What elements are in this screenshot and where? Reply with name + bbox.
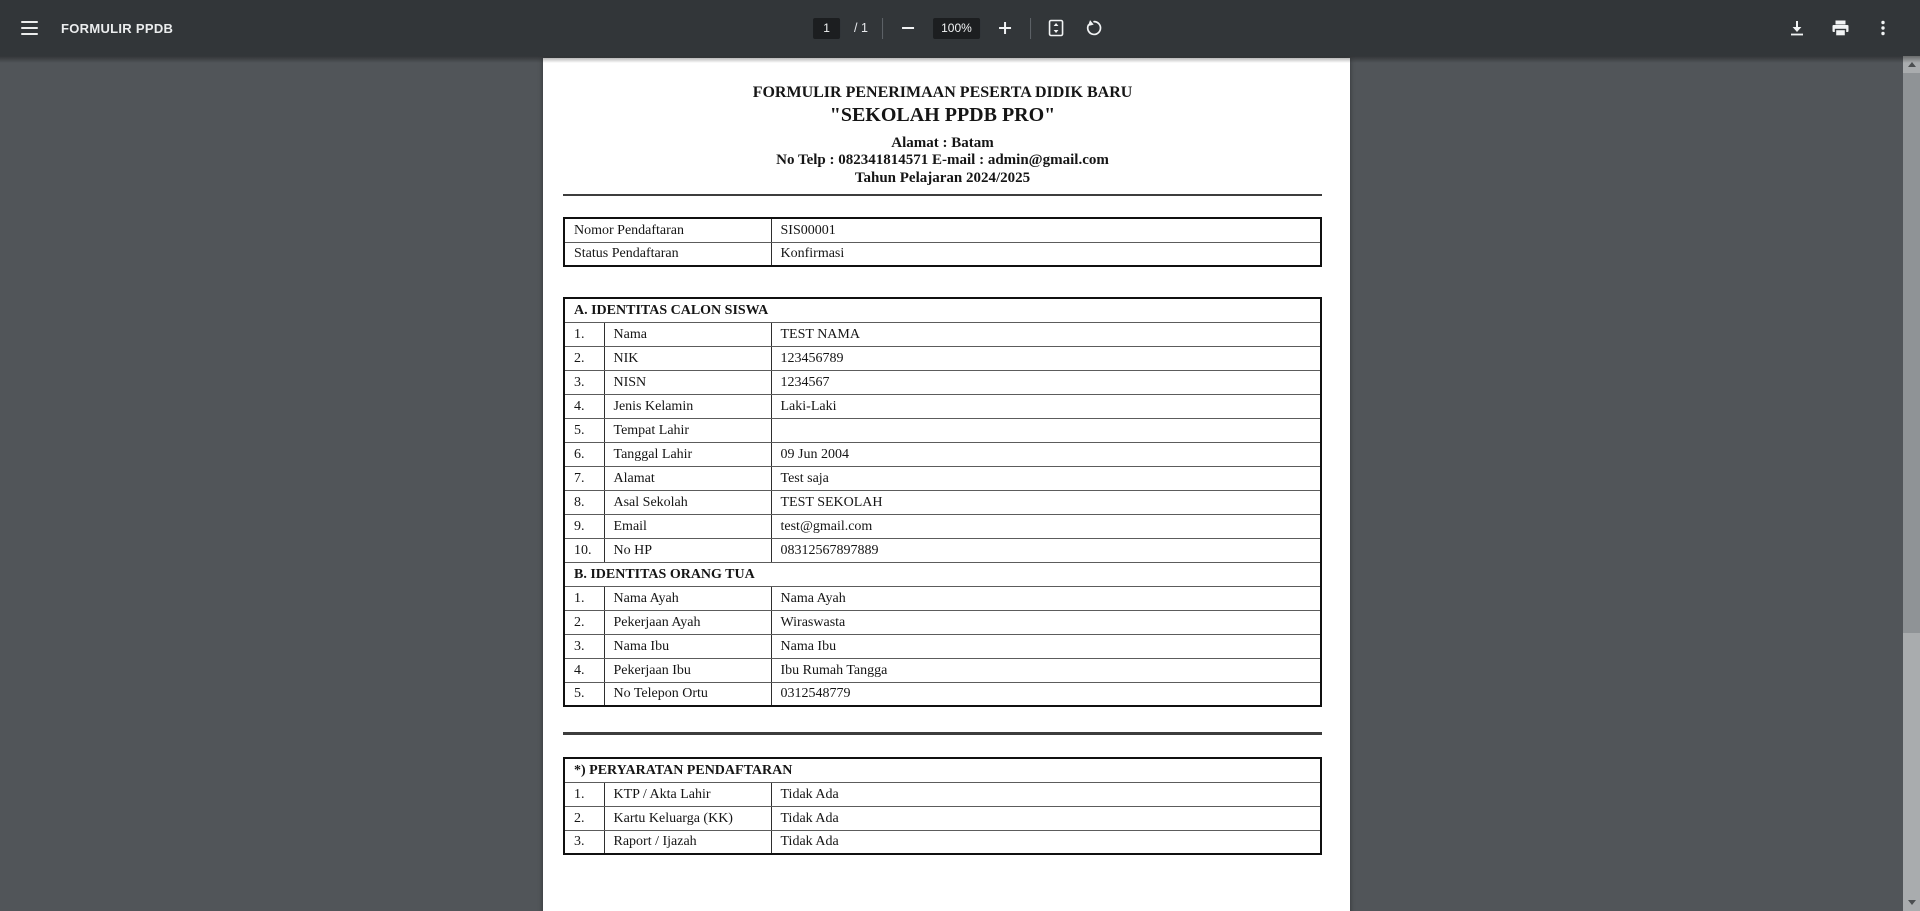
school-address: Alamat : Batam [891, 135, 994, 151]
triangle-down-icon [1908, 900, 1916, 905]
more-options-button[interactable] [1870, 15, 1896, 41]
vertical-scrollbar[interactable] [1903, 56, 1920, 911]
section-b-title: B. IDENTITAS ORANG TUA [564, 562, 1321, 586]
row-number: 3. [564, 634, 604, 658]
minus-icon [901, 21, 915, 35]
row-value: Tidak Ada [771, 830, 1321, 854]
table-row [564, 586, 1321, 610]
row-label: NIK [604, 346, 771, 370]
table-row [564, 490, 1321, 514]
row-label: No HP [604, 538, 771, 562]
row-number: 10. [564, 538, 604, 562]
row-number: 4. [564, 658, 604, 682]
row-value: Konfirmasi [771, 242, 1321, 266]
row-value: Test saja [771, 466, 1321, 490]
row-value: Tidak Ada [771, 806, 1321, 830]
table-row [564, 218, 1321, 242]
row-label: Pekerjaan Ibu [604, 658, 771, 682]
table-row [564, 466, 1321, 490]
row-label: No Telepon Ortu [604, 682, 771, 706]
row-value: Tidak Ada [771, 782, 1321, 806]
page-count-label: / 1 [854, 21, 868, 35]
row-number: 2. [564, 806, 604, 830]
row-label: Nama Ayah [604, 586, 771, 610]
school-contact: No Telp : 082341814571 E-mail : admin@gmail.com [776, 152, 1109, 168]
row-label: Asal Sekolah [604, 490, 771, 514]
menu-icon [21, 21, 38, 35]
page-number-input[interactable] [813, 18, 840, 39]
section-header-row [564, 562, 1321, 586]
row-value: TEST SEKOLAH [771, 490, 1321, 514]
row-number: 1. [564, 586, 604, 610]
row-label: Tempat Lahir [604, 418, 771, 442]
row-value: Nama Ibu [771, 634, 1321, 658]
table-row [564, 394, 1321, 418]
row-label: Pekerjaan Ayah [604, 610, 771, 634]
table-row [564, 658, 1321, 682]
zoom-out-button[interactable] [895, 15, 921, 41]
table-row [564, 370, 1321, 394]
section-a-title: A. IDENTITAS CALON SISWA [564, 298, 1321, 322]
row-value: Nama Ayah [771, 586, 1321, 610]
pdf-page [543, 58, 1350, 911]
pdf-viewer-toolbar [0, 0, 1920, 56]
row-number: 1. [564, 782, 604, 806]
print-button[interactable] [1827, 15, 1853, 41]
row-number: 1. [564, 322, 604, 346]
row-label: Nama [604, 322, 771, 346]
table-row [564, 514, 1321, 538]
requirements-title: *) PERYARATAN PENDAFTARAN [564, 758, 1321, 782]
form-title: FORMULIR PENERIMAAN PESERTA DIDIK BARU [752, 84, 1133, 101]
table-row [564, 806, 1321, 830]
row-value: TEST NAMA [771, 322, 1321, 346]
plus-icon [998, 21, 1012, 35]
table-row [564, 538, 1321, 562]
fit-page-icon [1047, 19, 1065, 37]
row-value: Laki-Laki [771, 394, 1321, 418]
row-value: Wiraswasta [771, 610, 1321, 634]
row-label: Alamat [604, 466, 771, 490]
table-row [564, 682, 1321, 706]
section-header-row [564, 298, 1321, 322]
row-value: SIS00001 [771, 218, 1321, 242]
row-label: Raport / Ijazah [604, 830, 771, 854]
row-number: 8. [564, 490, 604, 514]
row-number: 3. [564, 370, 604, 394]
download-icon [1788, 19, 1806, 37]
registration-table [563, 217, 1322, 267]
table-row [564, 634, 1321, 658]
section-divider [563, 732, 1322, 735]
row-value: 09 Jun 2004 [771, 442, 1321, 466]
row-label: Nama Ibu [604, 634, 771, 658]
row-number: 2. [564, 610, 604, 634]
section-header-row [564, 758, 1321, 782]
school-name: "SEKOLAH PPDB PRO" [829, 104, 1056, 126]
table-row [564, 830, 1321, 854]
fit-to-page-button[interactable] [1043, 15, 1069, 41]
toolbar-shadow [0, 56, 1920, 63]
form-header [563, 83, 1322, 187]
row-number: 9. [564, 514, 604, 538]
row-value [771, 418, 1321, 442]
row-value: 0312548779 [771, 682, 1321, 706]
school-year: Tahun Pelajaran 2024/2025 [854, 170, 1031, 186]
table-row [564, 610, 1321, 634]
kebab-menu-icon [1874, 19, 1892, 37]
document-canvas [0, 56, 1903, 911]
table-row [564, 346, 1321, 370]
zoom-in-button[interactable] [992, 15, 1018, 41]
row-value: test@gmail.com [771, 514, 1321, 538]
row-label: Jenis Kelamin [604, 394, 771, 418]
download-button[interactable] [1784, 15, 1810, 41]
table-row [564, 442, 1321, 466]
row-value: 1234567 [771, 370, 1321, 394]
row-value: Ibu Rumah Tangga [771, 658, 1321, 682]
menu-button[interactable] [13, 12, 45, 44]
rotate-ccw-icon [1085, 19, 1103, 37]
rotate-button[interactable] [1081, 15, 1107, 41]
identity-table [563, 297, 1322, 707]
row-number: 7. [564, 466, 604, 490]
row-value: 123456789 [771, 346, 1321, 370]
row-number: 5. [564, 418, 604, 442]
row-label: Kartu Keluarga (KK) [604, 806, 771, 830]
toolbar-divider [1030, 18, 1031, 39]
row-label: Tanggal Lahir [604, 442, 771, 466]
table-row [564, 242, 1321, 266]
row-number: 2. [564, 346, 604, 370]
row-label: NISN [604, 370, 771, 394]
table-row [564, 322, 1321, 346]
table-row [564, 418, 1321, 442]
row-number: 3. [564, 830, 604, 854]
requirements-table [563, 757, 1322, 855]
row-number: 5. [564, 682, 604, 706]
row-label: Nomor Pendaftaran [564, 218, 771, 242]
table-row [564, 782, 1321, 806]
toolbar-divider [882, 18, 883, 39]
row-label: Email [604, 514, 771, 538]
header-divider [563, 194, 1322, 196]
row-number: 6. [564, 442, 604, 466]
row-number: 4. [564, 394, 604, 418]
row-label: KTP / Akta Lahir [604, 782, 771, 806]
zoom-level-badge: 100% [933, 18, 980, 39]
row-value: 08312567897889 [771, 538, 1321, 562]
row-label: Status Pendaftaran [564, 242, 771, 266]
print-icon [1831, 19, 1850, 38]
document-title: FORMULIR PPDB [61, 20, 174, 36]
scrollbar-thumb[interactable] [1903, 73, 1920, 633]
scroll-down-button[interactable] [1903, 894, 1920, 911]
